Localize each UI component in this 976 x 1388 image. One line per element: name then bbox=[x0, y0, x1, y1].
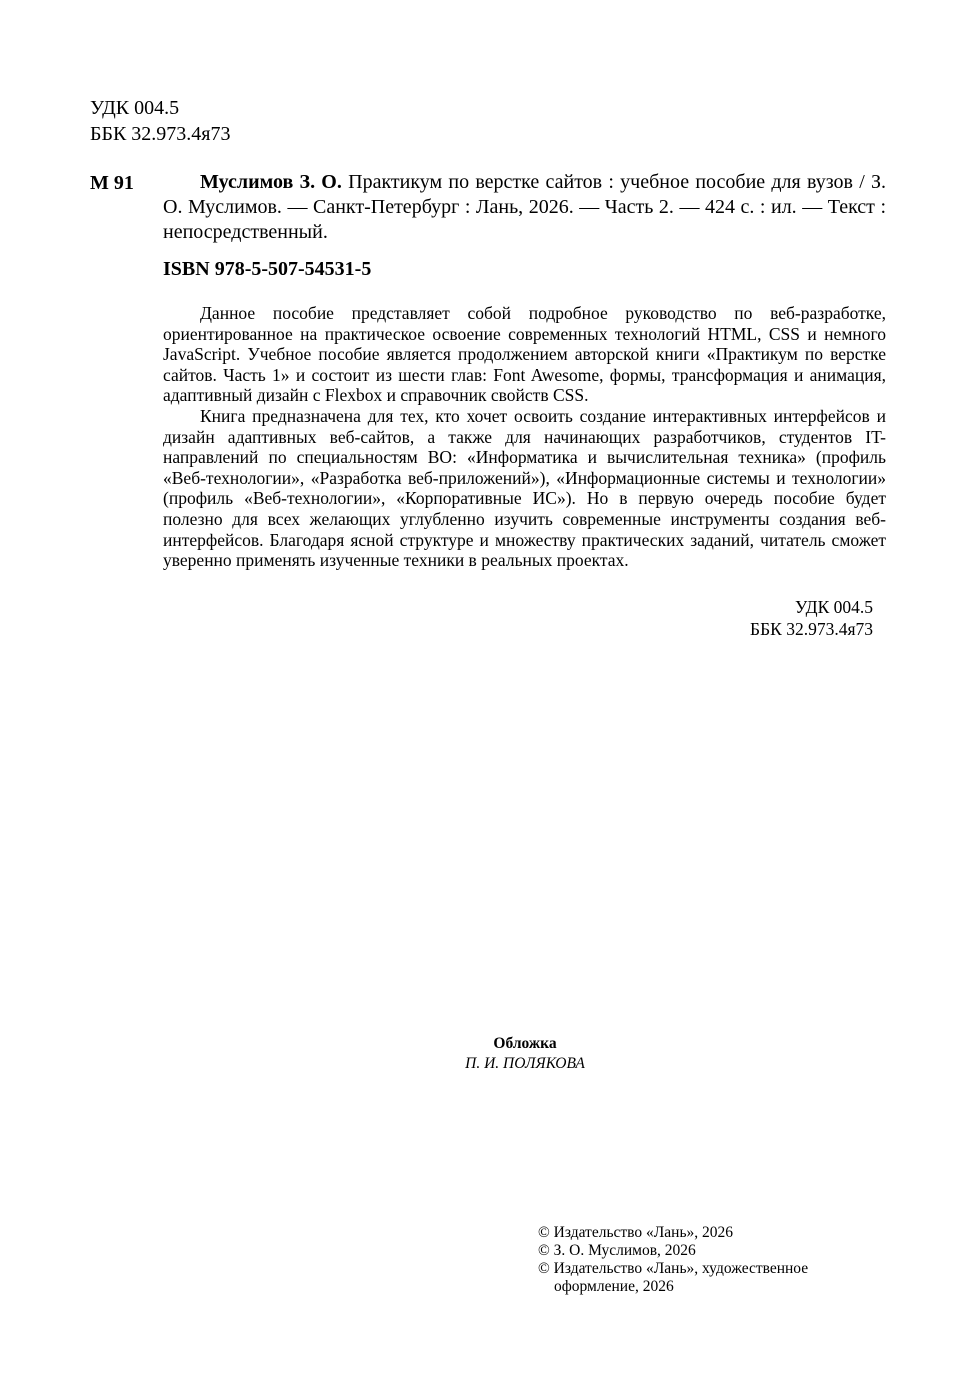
copyright-line: © Издательство «Лань», художественное оформление, 2026 bbox=[538, 1260, 809, 1295]
copyright-line: © З. О. Муслимов, 2026 bbox=[538, 1242, 696, 1259]
cover-label: Обложка bbox=[493, 1035, 557, 1052]
author-name: Муслимов З. О. bbox=[200, 171, 342, 193]
bibliographic-record bbox=[163, 170, 886, 245]
author-mark: М 91 bbox=[90, 172, 134, 194]
classification-block bbox=[90, 95, 231, 147]
udk-code: УДК 004.5 bbox=[795, 597, 873, 617]
classification-block-bottom bbox=[680, 596, 873, 640]
bbk-code: ББК 32.973.4я73 bbox=[750, 619, 873, 639]
cover-designer: П. И. ПОЛЯКОВА bbox=[465, 1055, 585, 1072]
udk-code: УДК 004.5 bbox=[90, 97, 180, 119]
annotation-paragraph: Книга предназначена для тех, кто хочет освоить создание интерактивных интерфейсов и дизайн адаптивных веб-сайтов, а также для начинающих разработчиков, студентов IT-направлений по специальностям ВО: «Информатика и вычислительная техника» (профиль «Веб-технологии», «Разработка веб-приложений»), «Информационные системы и технологии» (профиль «Веб-технологии», «Корпоративные ИС»). Но в первую очередь пособие будет полезно для всех желающих углубленно изучить современные инструменты создания веб-интерфейсов. Благодаря ясной структуре и множеству практических заданий, читатель сможет уверенно применять изученные техники в реальных проектах. bbox=[163, 405, 886, 571]
annotation bbox=[163, 303, 886, 571]
bbk-code: ББК 32.973.4я73 bbox=[90, 123, 231, 145]
cover-credit bbox=[380, 1034, 670, 1074]
annotation-paragraph: Данное пособие представляет собой подробное руководство по веб-разработке, ориентированное на практическое освоение современных технологий HTML, CSS и немного JavaScript. Учебное пособие является продолжением авторской книги «Практикум по верстке сайтов. Часть 1» и состоит из шести глав: Font Awesome, формы, трансформация и анимация, адаптивный дизайн с Flexbox и справочник свойств CSS. bbox=[163, 303, 886, 406]
isbn: ISBN 978-5-507-54531-5 bbox=[163, 258, 372, 280]
copyright-block bbox=[538, 1224, 858, 1296]
copyright-line: © Издательство «Лань», 2026 bbox=[538, 1224, 734, 1241]
bibliographic-description: Практикум по верстке сайтов : учебное пособие для вузов / З. О. Муслимов. — Санкт-Петербург : Лань, 2026. — Часть 2. — 424 с. : ил. — Текст : непосредственный. bbox=[163, 171, 887, 243]
